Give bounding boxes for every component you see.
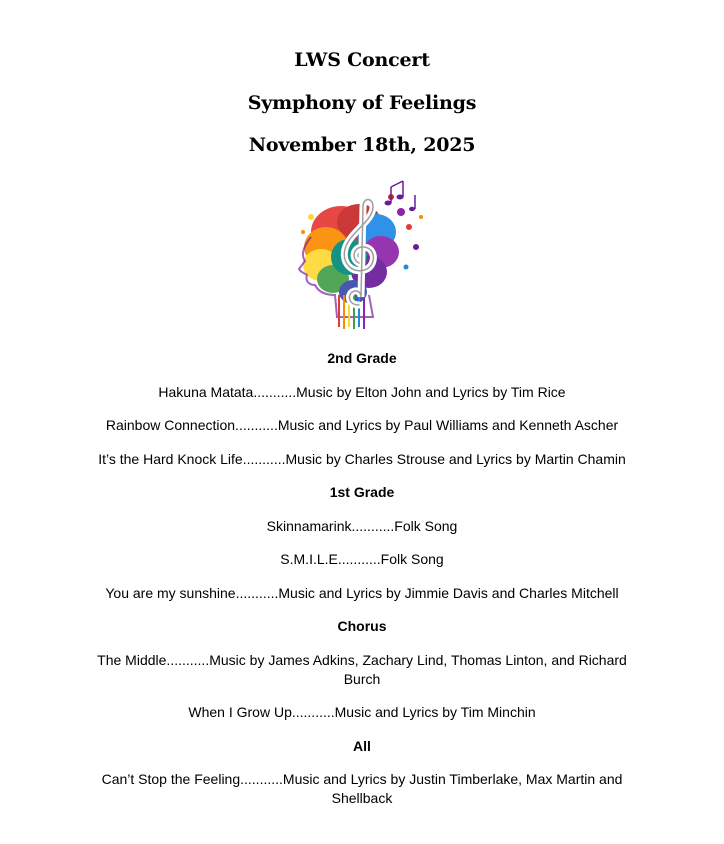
program-entry: You are my sunshine...........Music and Lyrics by Jimmie Davis and Charles Mitchell <box>105 585 619 601</box>
rainbow-head-treble-clef-icon <box>281 177 436 332</box>
program-entry: The Middle...........Music by James Adkins, Zachary Lind, Thomas Linton, and Richard Burch <box>97 652 627 687</box>
program-entry: When I Grow Up...........Music and Lyrics by Tim Minchin <box>188 704 536 720</box>
concert-theme: Symphony of Feelings <box>247 92 477 114</box>
concert-date: November 18th, 2025 <box>248 134 476 156</box>
program-entry: It’s the Hard Knock Life...........Music by Charles Strouse and Lyrics by Martin Chamin <box>98 451 626 467</box>
program-entry: S.M.I.L.E...........Folk Song <box>280 551 444 567</box>
section-heading-chorus: Chorus <box>337 618 387 634</box>
program-entry: Rainbow Connection...........Music and Lyrics by Paul Williams and Kenneth Ascher <box>105 417 619 433</box>
section-heading-1st-grade: 1st Grade <box>329 484 395 500</box>
program-entry: Can’t Stop the Feeling...........Music and Lyrics by Justin Timberlake, Max Martin and Shellback <box>101 771 623 806</box>
program-entry: Hakuna Matata...........Music by Elton John and Lyrics by Tim Rice <box>158 384 566 400</box>
program-entry: Skinnamarink...........Folk Song <box>266 518 458 534</box>
section-heading-2nd-grade: 2nd Grade <box>327 350 397 366</box>
section-heading-all: All <box>353 738 371 754</box>
concert-title: LWS Concert <box>294 49 430 71</box>
